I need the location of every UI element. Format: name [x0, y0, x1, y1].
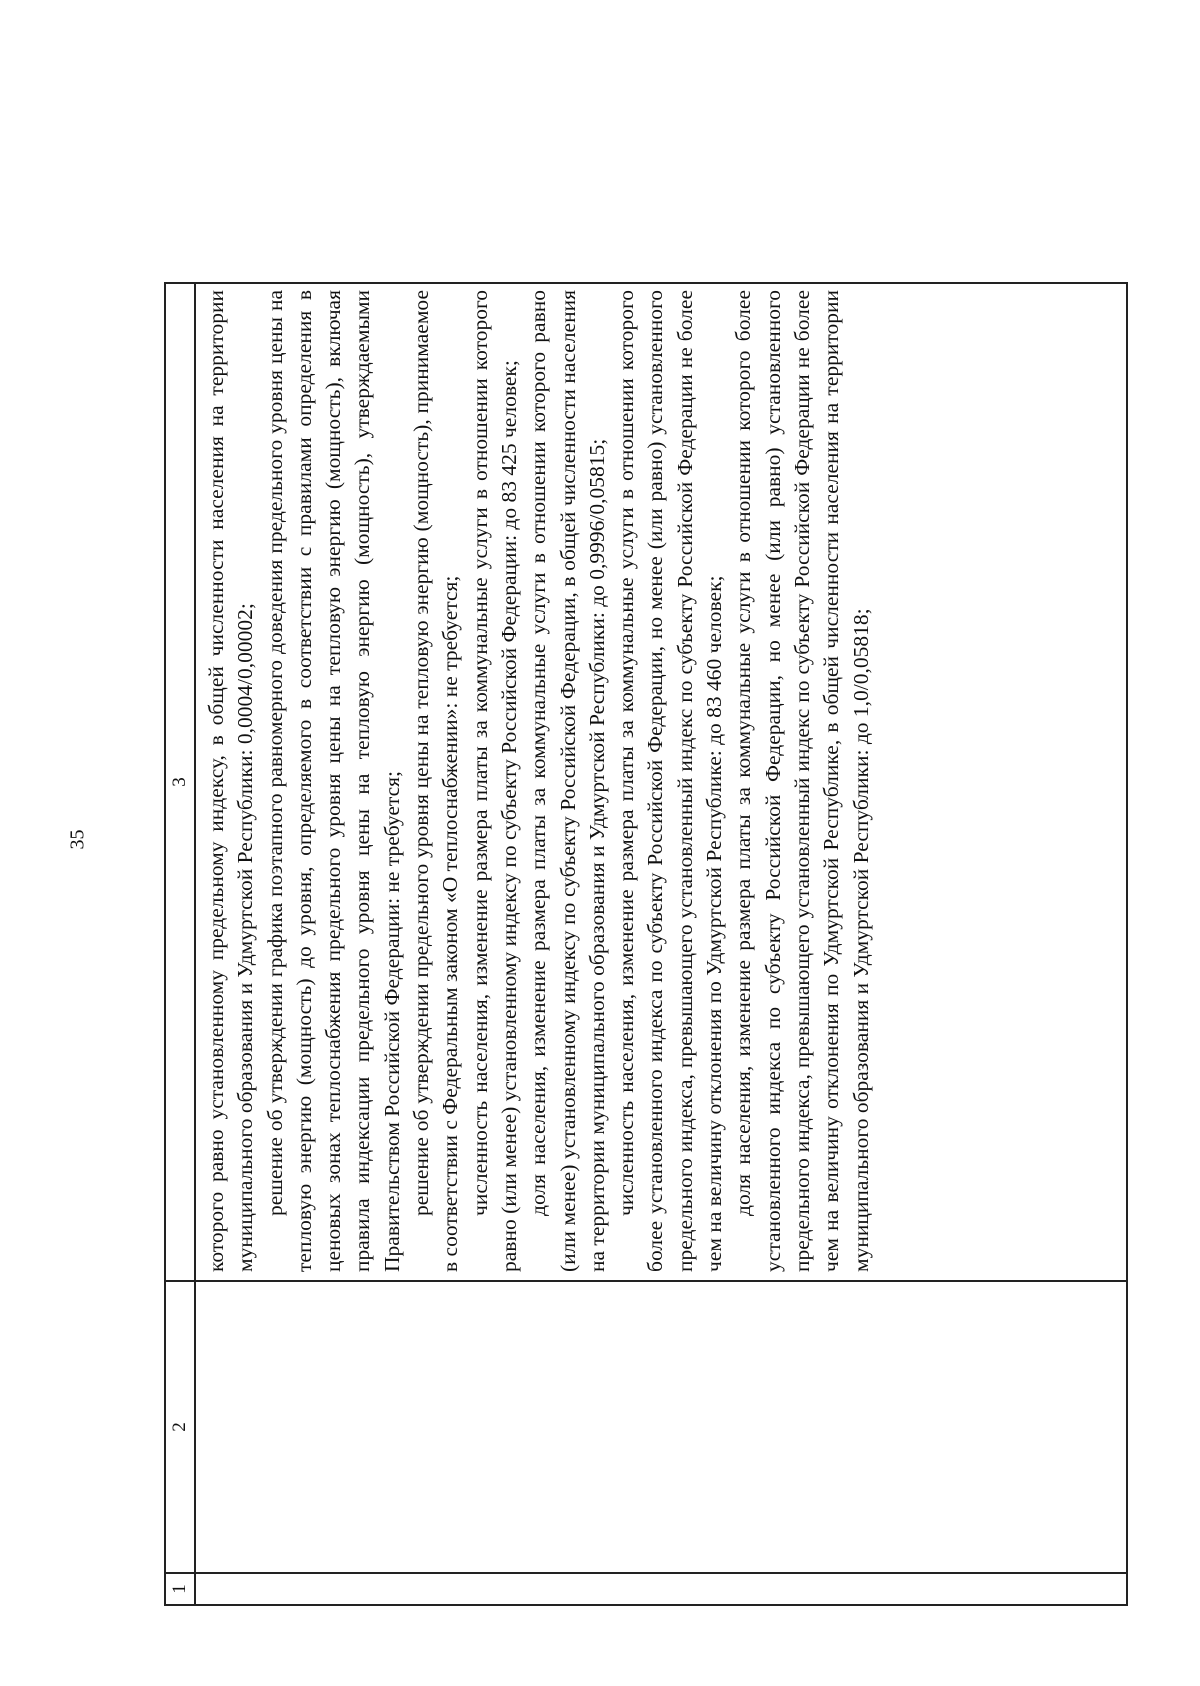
table-header-row: [165, 283, 195, 1605]
rotated-page-content: [164, 284, 1128, 1606]
body-col-1: [195, 1573, 1127, 1605]
table-body-row: [195, 283, 1127, 1605]
paragraph: которого равно установленному предельному индексу, в общей численности населения на территории муниципального образования и Удмуртской Республики: 0,0004/0,00002;: [204, 290, 258, 1272]
paragraph: решение об утверждении графика поэтапного равномерного доведения предельного уровня цены на тепловую энергию (мощность) до уровня, определяемого в соответствии с правилами определения в ценовых зонах теплоснабжения предельного уровня цены на тепловую энергию (мощность), включая правила индексации предельного уровня цены на тепловую энергию (мощность), утверждаемыми Правительством Российской Федерации: не требуется;: [262, 290, 404, 1272]
header-col-1: 1: [165, 1573, 195, 1605]
body-col-3: [195, 283, 1127, 1281]
paragraph: решение об утверждении предельного уровня цены на тепловую энергию (мощность), принимаемое в соответствии с Федеральным законом «О теплоснабжении»: не требуется;: [409, 290, 463, 1272]
paragraph: доля населения, изменение размера платы за коммунальные услуги в отношении которого равно (или менее) установленному индексу по субъекту Российской Федерации, в общей численности населения на территории муниципального образования и Удмуртской Республики: до 0,9996/0,05815;: [526, 290, 609, 1272]
header-col-2: 2: [165, 1281, 195, 1573]
paragraph: численность населения, изменение размера платы за коммунальные услуги в отношении которого равно (или менее) установленному индексу по субъекту Российской Федерации: до 83 425 человек;: [467, 290, 521, 1272]
body-col-2: [195, 1281, 1127, 1573]
paragraph: численность населения, изменение размера платы за коммунальные услуги в отношении которого более установленного индекса по субъекту Российской Федерации, но менее (или равно) установленного предельного индекса, превышающего установленный индекс по субъекту Российской Федерации не более чем на величину отклонения по Удмуртской Республике: до 83 460 человек;: [614, 290, 727, 1272]
paragraph: доля населения, изменение размера платы за коммунальные услуги в отношении которого более установленного индекса по субъекту Российской Федерации, но менее (или равно) установленного предельного индекса, превышающего установленный индекс по субъекту Российской Федерации не более чем на величину отклонения по Удмуртской Республике, в общей численности населения на территории муниципального образования и Удмуртской Республики: до 1,0/0,05818;: [731, 290, 873, 1272]
page-number: 35: [66, 829, 89, 850]
document-table: [164, 282, 1128, 1606]
header-col-3: 3: [165, 283, 195, 1281]
